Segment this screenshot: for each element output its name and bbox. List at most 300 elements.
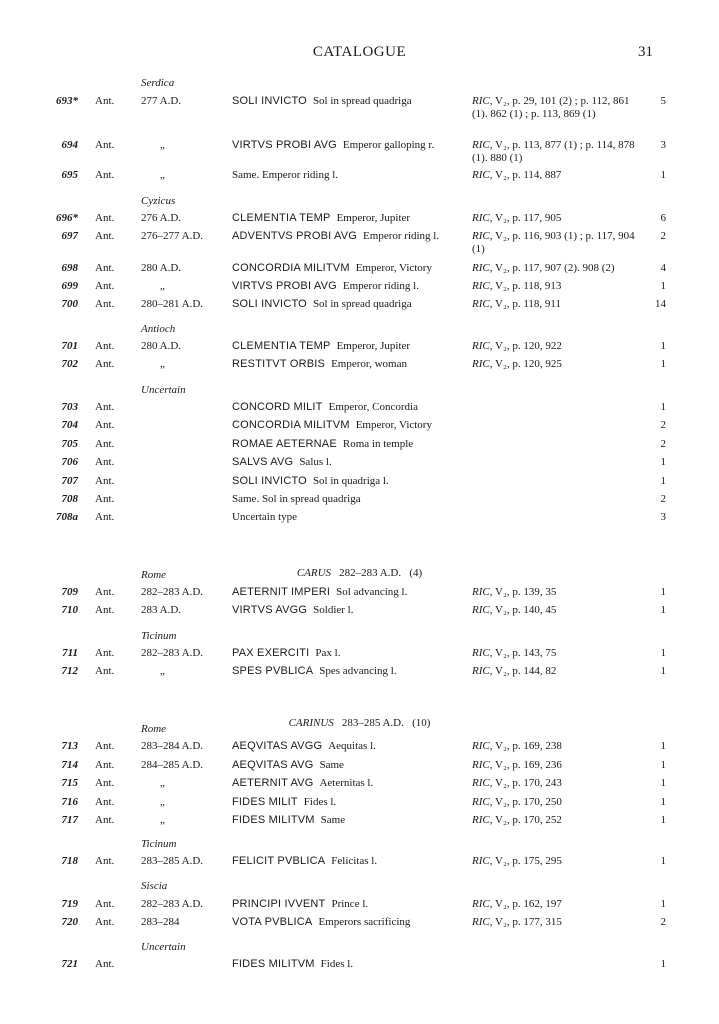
section-info: 283–285 A.D. (10) (341, 717, 431, 729)
catalogue-entry (0, 401, 719, 415)
denomination: Ant. (95, 340, 115, 352)
reference-detail: , V₂, p. 140, 45 (489, 604, 557, 616)
issue-date: 276–277 A.D. (141, 230, 204, 242)
reference-detail: , V₂, p. 118, 911 (489, 298, 561, 310)
reverse-type: Sol in spread quadriga (312, 95, 412, 107)
entry-number: 701 (61, 340, 78, 352)
coin-count: 2 (660, 916, 666, 928)
reverse-legend: ADVENTVS PROBI AVG (232, 230, 358, 242)
reverse-type: Emperor riding l. (342, 280, 419, 292)
catalogue-entry (0, 262, 719, 276)
catalogue-entry (0, 665, 719, 679)
reverse-description (232, 212, 410, 224)
catalogue-entry (0, 419, 719, 433)
entry-number: 697 (61, 230, 78, 242)
reverse-legend: CLEMENTIA TEMP (232, 340, 331, 352)
catalogue-entry (0, 95, 719, 120)
mint-heading (0, 838, 719, 852)
section-name: CARUS (296, 567, 332, 579)
reverse-description (232, 262, 432, 274)
issue-date: „ (160, 814, 165, 826)
reference-work: RIC (472, 796, 490, 808)
reverse-legend: AETERNIT IMPERI (232, 586, 331, 598)
catalogue-entry (0, 298, 719, 312)
reverse-legend: PRINCIPI IVVENT (232, 898, 326, 910)
reverse-legend: CLEMENTIA TEMP (232, 212, 331, 224)
denomination: Ant. (95, 169, 115, 181)
denomination: Ant. (95, 419, 115, 431)
entry-number: 696* (56, 212, 78, 224)
catalogue-entry (0, 604, 719, 618)
reference (472, 298, 644, 311)
reverse-type: Emperor, Concordia (328, 401, 418, 413)
reference (472, 586, 644, 599)
entry-number: 693* (56, 95, 78, 107)
reverse-description (232, 358, 407, 370)
coin-count: 2 (660, 493, 666, 505)
coin-count: 1 (660, 665, 666, 677)
catalogue-entry (0, 777, 719, 791)
reverse-legend: AEQVITAS AVGG (232, 740, 323, 752)
denomination: Ant. (95, 796, 115, 808)
mint-name: Uncertain (141, 941, 186, 953)
issue-date: 280 A.D. (141, 262, 182, 274)
reverse-description (232, 814, 345, 826)
entry-number: 720 (61, 916, 78, 928)
denomination: Ant. (95, 298, 115, 310)
mint-name: Cyzicus (141, 195, 176, 207)
issue-date: 276 A.D. (141, 212, 182, 224)
coin-count: 1 (660, 169, 666, 181)
reverse-legend: ROMAE AETERNAE (232, 438, 337, 450)
mint-name: Siscia (141, 880, 168, 892)
reference-work: RIC (472, 916, 490, 928)
coin-count: 1 (660, 340, 666, 352)
reverse-type: Prince l. (331, 898, 369, 910)
denomination: Ant. (95, 665, 115, 677)
reference-work: RIC (472, 586, 490, 598)
denomination: Ant. (95, 262, 115, 274)
reference-detail: , V₂, p. 169, 238 (489, 740, 562, 752)
entry-number: 704 (61, 419, 78, 431)
catalogue-entry (0, 916, 719, 930)
catalogue-entry (0, 493, 719, 507)
reverse-legend: SOLI INVICTO (232, 298, 307, 310)
entry-number: 708 (61, 493, 78, 505)
catalogue-entry (0, 230, 719, 255)
issue-date: 283–284 (141, 916, 180, 928)
denomination: Ant. (95, 604, 115, 616)
coin-count: 1 (660, 647, 666, 659)
reference-work: RIC (472, 280, 490, 292)
reference (472, 230, 644, 255)
reverse-description (232, 95, 412, 107)
coin-count: 1 (660, 855, 666, 867)
reverse-description (232, 586, 407, 598)
coin-count: 14 (655, 298, 666, 310)
reverse-legend: AETERNIT AVG (232, 777, 314, 789)
coin-count: 1 (660, 475, 666, 487)
coin-count: 2 (660, 419, 666, 431)
issue-date: 282–283 A.D. (141, 898, 204, 910)
reference-detail: , V₂, p. 144, 82 (489, 665, 557, 677)
coin-count: 1 (660, 586, 666, 598)
denomination: Ant. (95, 511, 115, 523)
coin-count: 1 (660, 604, 666, 616)
reference-detail: , V₂, p. 120, 925 (489, 358, 562, 370)
coin-count: 1 (660, 777, 666, 789)
reference (472, 665, 644, 678)
reference-work: RIC (472, 814, 490, 826)
page-number: 31 (638, 44, 653, 60)
catalogue-entry (0, 759, 719, 773)
issue-date: „ (160, 796, 165, 808)
coin-count: 1 (660, 958, 666, 970)
issue-date: „ (160, 665, 165, 677)
reverse-legend: CONCORDIA MILITVM (232, 262, 350, 274)
denomination: Ant. (95, 139, 115, 151)
reference (472, 604, 644, 617)
reference (472, 212, 644, 225)
section-name: CARINUS (288, 717, 334, 729)
catalogue-entry (0, 958, 719, 972)
reference (472, 280, 644, 293)
reverse-description (232, 740, 376, 752)
denomination: Ant. (95, 280, 115, 292)
entry-number: 716 (61, 796, 78, 808)
mint-name: Ticinum (141, 630, 177, 642)
coin-count: 3 (660, 139, 666, 151)
reference-work: RIC (472, 855, 490, 867)
reverse-type: Same. Emperor riding l. (232, 169, 339, 181)
reference-detail: , V₂, p. 177, 315 (489, 916, 562, 928)
reverse-type: Sol in spread quadriga (312, 298, 412, 310)
reference (472, 796, 644, 809)
catalogue-entry (0, 340, 719, 354)
issue-date: „ (160, 139, 165, 151)
coin-count: 1 (660, 280, 666, 292)
denomination: Ant. (95, 475, 115, 487)
reverse-description (232, 169, 338, 181)
reverse-type: Emperor riding l. (363, 230, 440, 242)
denomination: Ant. (95, 212, 115, 224)
denomination: Ant. (95, 493, 115, 505)
entry-number: 695 (61, 169, 78, 181)
reverse-type: Emperor, Jupiter (336, 340, 411, 352)
reference-work: RIC (472, 95, 490, 107)
catalogue-entry (0, 280, 719, 294)
coin-count: 1 (660, 759, 666, 771)
reverse-type: Sol in quadriga l. (312, 475, 389, 487)
coin-count: 2 (660, 230, 666, 242)
reverse-legend: VIRTVS PROBI AVG (232, 280, 337, 292)
coin-count: 1 (660, 401, 666, 413)
mint-heading (0, 384, 719, 398)
reference-work: RIC (472, 230, 490, 242)
issue-date: 282–283 A.D. (141, 647, 204, 659)
catalogue-entry (0, 511, 719, 525)
denomination: Ant. (95, 230, 115, 242)
denomination: Ant. (95, 759, 115, 771)
entry-number: 698 (61, 262, 78, 274)
reference (472, 916, 644, 929)
reference (472, 740, 644, 753)
reverse-type: Same (319, 759, 344, 771)
mint-heading (0, 723, 719, 737)
coin-count: 1 (660, 898, 666, 910)
reference-detail: , V₂, p. 117, 907 (2). 908 (2) (489, 262, 615, 274)
reverse-type: Same (320, 814, 346, 826)
reference (472, 759, 644, 772)
issue-date: „ (160, 280, 165, 292)
mint-name: Rome (141, 569, 167, 581)
reverse-type: Emperors sacrificing (318, 916, 411, 928)
entry-number: 702 (61, 358, 78, 370)
entry-number: 699 (61, 280, 78, 292)
reference-work: RIC (472, 169, 490, 181)
coin-count: 1 (660, 796, 666, 808)
issue-date: „ (160, 169, 165, 181)
entry-number: 708a (56, 511, 78, 523)
reference-work: RIC (472, 358, 490, 370)
reverse-description (232, 665, 397, 677)
reverse-description (232, 511, 297, 523)
denomination: Ant. (95, 855, 115, 867)
reverse-type: Uncertain type (232, 511, 298, 523)
reverse-type: Emperor, Jupiter (336, 212, 411, 224)
reverse-type: Salus l. (299, 456, 332, 468)
issue-date: 283–285 A.D. (141, 855, 204, 867)
reverse-type: Emperor, Victory (355, 262, 432, 274)
reference (472, 340, 644, 353)
coin-count: 4 (660, 262, 666, 274)
reverse-description (232, 139, 434, 151)
reference-detail: , V₂, p. 29, 101 (2) ; p. 112, 861 (1). 862 (1) ; p. 113, 869 (1) (472, 95, 630, 120)
mint-name: Serdica (141, 77, 175, 89)
coin-count: 1 (660, 456, 666, 468)
reverse-description (232, 438, 413, 450)
denomination: Ant. (95, 958, 115, 970)
reference-work: RIC (472, 777, 490, 789)
reference (472, 814, 644, 827)
coin-count: 1 (660, 358, 666, 370)
coin-count: 3 (660, 511, 666, 523)
reference-detail: , V₂, p. 169, 236 (489, 759, 562, 771)
reverse-description (232, 298, 412, 310)
reference-work: RIC (472, 665, 490, 677)
reverse-type: Roma in temple (342, 438, 414, 450)
catalogue-entry (0, 475, 719, 489)
entry-number: 706 (61, 456, 78, 468)
mint-heading (0, 195, 719, 209)
reverse-description (232, 230, 439, 242)
reverse-legend: FIDES MILITVM (232, 958, 315, 970)
reverse-type: Pax l. (315, 647, 341, 659)
reference-work: RIC (472, 262, 490, 274)
reverse-legend: VIRTVS AVGG (232, 604, 308, 616)
reference-detail: , V₂, p. 113, 877 (1) ; p. 114, 878 (1). 880 (1) (472, 139, 635, 164)
reverse-type: Aequitas l. (328, 740, 376, 752)
reference-detail: , V₂, p. 162, 197 (489, 898, 562, 910)
mint-heading (0, 941, 719, 955)
entry-number: 712 (61, 665, 78, 677)
reference-work: RIC (472, 604, 490, 616)
reverse-type: Felicitas l. (331, 855, 378, 867)
reverse-type: Fides l. (320, 958, 354, 970)
denomination: Ant. (95, 456, 115, 468)
reference (472, 855, 644, 868)
entry-number: 714 (61, 759, 78, 771)
denomination: Ant. (95, 814, 115, 826)
reference (472, 139, 644, 164)
catalogue-entry (0, 438, 719, 452)
reverse-description (232, 475, 389, 487)
reference (472, 647, 644, 660)
reverse-type: Same. Sol in spread quadriga (232, 493, 361, 505)
catalogue-entry (0, 740, 719, 754)
catalogue-entry (0, 358, 719, 372)
entry-number: 707 (61, 475, 78, 487)
reverse-type: Emperor galloping r. (342, 139, 435, 151)
reverse-legend: VOTA PVBLICA (232, 916, 313, 928)
issue-date: 283–284 A.D. (141, 740, 204, 752)
issue-date: 280 A.D. (141, 340, 182, 352)
reverse-type: Aeternitas l. (319, 777, 374, 789)
entry-number: 719 (61, 898, 78, 910)
entry-number: 721 (61, 958, 78, 970)
section-info: 282–283 A.D. (4) (339, 567, 423, 579)
reference-detail: , V₂, p. 116, 903 (1) ; p. 117, 904 (1) (472, 230, 635, 255)
coin-count: 2 (660, 438, 666, 450)
reverse-type: Spes advancing l. (319, 665, 397, 677)
denomination: Ant. (95, 358, 115, 370)
reference-work: RIC (472, 740, 490, 752)
reference (472, 777, 644, 790)
reference (472, 169, 644, 182)
reverse-description (232, 647, 340, 659)
entry-number: 711 (62, 647, 78, 659)
denomination: Ant. (95, 95, 115, 107)
reference (472, 95, 644, 120)
reference (472, 262, 644, 275)
reverse-legend: CONCORDIA MILITVM (232, 419, 350, 431)
issue-date: „ (160, 358, 165, 370)
reverse-description (232, 401, 418, 413)
denomination: Ant. (95, 916, 115, 928)
reverse-legend: FIDES MILIT (232, 796, 298, 808)
reverse-description (232, 604, 354, 616)
reverse-description (232, 456, 332, 468)
reverse-type: Soldier l. (313, 604, 354, 616)
reference (472, 358, 644, 371)
reference-work: RIC (472, 212, 490, 224)
reverse-description (232, 340, 410, 352)
denomination: Ant. (95, 647, 115, 659)
reverse-description (232, 280, 419, 292)
denomination: Ant. (95, 401, 115, 413)
denomination: Ant. (95, 586, 115, 598)
reverse-legend: SOLI INVICTO (232, 95, 307, 107)
reference-detail: , V₂, p. 139, 35 (489, 586, 557, 598)
mint-heading (0, 569, 719, 583)
catalogue-entry (0, 456, 719, 470)
reference-work: RIC (472, 139, 490, 151)
mint-name: Antioch (141, 323, 176, 335)
reverse-description (232, 916, 410, 928)
issue-date: 283 A.D. (141, 604, 182, 616)
reverse-legend: RESTITVT ORBIS (232, 358, 326, 370)
reference-detail: , V₂, p. 117, 905 (489, 212, 562, 224)
reverse-description (232, 777, 373, 789)
reverse-description (232, 796, 336, 808)
reverse-description (232, 493, 361, 505)
entry-number: 703 (61, 401, 78, 413)
reference-detail: , V₂, p. 143, 75 (489, 647, 557, 659)
catalogue-entry (0, 855, 719, 869)
reverse-legend: CONCORD MILIT (232, 401, 323, 413)
entry-number: 713 (61, 740, 78, 752)
reverse-legend: SPES PVBLICA (232, 665, 314, 677)
reference (472, 898, 644, 911)
reference-work: RIC (472, 340, 490, 352)
reverse-type: Sol advancing l. (336, 586, 408, 598)
reverse-legend: AEQVITAS AVG (232, 759, 314, 771)
reference-detail: , V₂, p. 170, 243 (489, 777, 562, 789)
reference-detail: , V₂, p. 170, 252 (489, 814, 562, 826)
mint-heading (0, 77, 719, 91)
entry-number: 715 (61, 777, 78, 789)
reference-detail: , V₂, p. 170, 250 (489, 796, 562, 808)
reference-work: RIC (472, 759, 490, 771)
issue-date: „ (160, 777, 165, 789)
issue-date: 284–285 A.D. (141, 759, 204, 771)
reverse-legend: SALVS AVG (232, 456, 294, 468)
catalogue-entry (0, 814, 719, 828)
reverse-description (232, 419, 432, 431)
entry-number: 705 (61, 438, 78, 450)
reference-detail: , V₂, p. 175, 295 (489, 855, 562, 867)
reference-detail: , V₂, p. 120, 922 (489, 340, 562, 352)
catalogue-entry (0, 898, 719, 912)
reference-work: RIC (472, 898, 490, 910)
reverse-legend: FELICIT PVBLICA (232, 855, 326, 867)
entry-number: 717 (61, 814, 78, 826)
reverse-legend: SOLI INVICTO (232, 475, 307, 487)
mint-heading (0, 880, 719, 894)
mint-name: Uncertain (141, 384, 186, 396)
catalogue-entry (0, 139, 719, 164)
reverse-description (232, 855, 377, 867)
denomination: Ant. (95, 898, 115, 910)
catalogue-entry (0, 796, 719, 810)
reference-detail: , V₂, p. 118, 913 (489, 280, 562, 292)
catalogue-entry (0, 212, 719, 226)
coin-count: 1 (660, 814, 666, 826)
reverse-legend: PAX EXERCITI (232, 647, 310, 659)
reverse-legend: VIRTVS PROBI AVG (232, 139, 337, 151)
page-title: CATALOGUE (312, 44, 407, 60)
mint-name: Ticinum (141, 838, 177, 850)
coin-count: 5 (660, 95, 666, 107)
catalogue-entry (0, 586, 719, 600)
entry-number: 718 (61, 855, 78, 867)
catalogue-entry (0, 169, 719, 183)
reference-detail: , V₂, p. 114, 887 (489, 169, 562, 181)
reverse-type: Emperor, Victory (355, 419, 432, 431)
issue-date: 277 A.D. (141, 95, 182, 107)
denomination: Ant. (95, 740, 115, 752)
reverse-description (232, 898, 368, 910)
